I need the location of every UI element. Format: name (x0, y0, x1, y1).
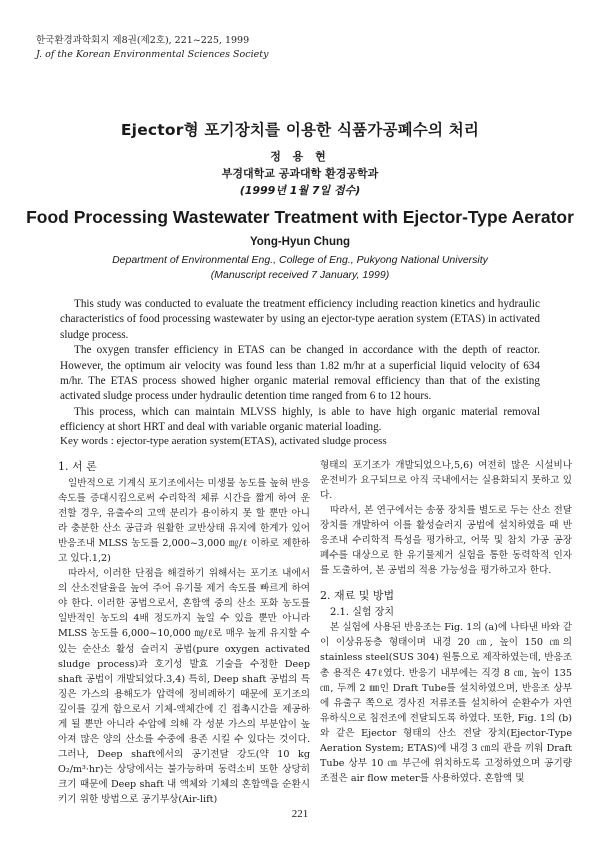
body-paragraph: 형태의 포기조가 개발되었으나,5,6) 여전히 많은 시설비나 운전비가 요구되므로 아직 국내에서는 실용화되지 못하고 있다. (320, 460, 572, 502)
abstract (60, 297, 540, 436)
received-date-korean: (1999년 1월 7일 접수) (239, 184, 361, 197)
affiliation-english: Department of Environmental Eng., College of Eng., Pukyong National University (112, 254, 488, 266)
title-korean: Ejector형 포기장치를 이용한 식품가공폐수의 처리 (120, 121, 480, 139)
body-paragraph: 따라서, 이러한 단점을 해결하기 위해서는 포기조 내에서의 산소전달율을 높여 주어 유기물 제거 속도를 빠르게 하여야 한다. 이러한 공법으로서, 혼합액 중의 산소 포화 농도를 일반적인 농도의 4배 정도까지 높일 수 있을 뿐만 아니라 MLSS 농도를 6,000~10,000 ㎎/ℓ로 매우 높게 유지할 수 있는 순산소 활성 슬러지 공법(pure oxygen activated sludge process)과 호기성 발효 기술을 수정한 Deep shaft 공법이 개발되었다.3,4) 특히, Deep shaft 공법의 특징은 가스의 용해도가 압력에 정비례하기 때문에 포기조의 깊이를 깊게 함으로서 기체-액체간에 긴 접촉시간을 제공하게 될 뿐만 아니라 수압에 의해 각 성분 가스의 부분압이 높아져 많은 양의 산소를 수중에 용존 시킬 수 있다는 것이다. 그러나, Deep shaft에서의 공기전달 강도(약 10 kg O₂/m³·hr)는 상당에서는 불가능하며 동력소비 또한 상당히 크기 때문에 Deep shaft 내 액체와 기체의 혼합액을 순환시키기 위한 방법으로 공기부상(Air-lift) (58, 568, 310, 805)
body-paragraph: 본 실험에 사용된 반응조는 Fig. 1의 (a)에 나타낸 바와 같이 이상유동층 형태이며 내경 20 ㎝, 높이 150 ㎝의 stainless steel(SUS 304) 원통으로 제작하였는데, 반응조 총 용적은 47ℓ였다. 반응기 내부에는 직경 8 ㎝, 높이 135 ㎝, 두께 2 ㎜인 Draft Tube를 설치하였으며, 반응조 상부에 유출구 쪽으로 경사진 저류조를 설치하여 순환수가 자연유하식으로 침전조에 전달되도록 하였다. 또한, Fig. 1의 (b)와 같은 Ejector 형태의 산소 전달 장치(Ejector-Type Aeration System; ETAS)에 내경 3 ㎝의 관을 끼워 Draft Tube 상부 10 ㎝ 부근에 위치하도록 고정하였으며 공기량 조절은 air flow meter를 사용하였다. 혼합액 및 (320, 622, 572, 784)
received-date-english: (Manuscript received 7 January, 1999) (210, 269, 390, 281)
journal-citation-en: J. of the Korean Environmental Sciences Society (36, 49, 269, 60)
author-english: Yong-Hyun Chung (249, 236, 351, 248)
journal-citation-ko: 한국환경과학회지 제8권(제2호), 221~225, 1999 (36, 35, 250, 46)
title-english: Food Processing Wastewater Treatment with Ejector-Type Aerator (26, 207, 574, 227)
subsection-heading-apparatus: 2.1. 실험 장치 (330, 607, 395, 619)
body-column-right (320, 458, 572, 786)
body-column-left (58, 458, 310, 807)
author-korean: 정 용 현 (270, 150, 330, 163)
body-paragraph: 따라서, 본 연구에서는 송풍 장치를 별도로 두는 산소 전달 장치를 개발하여 이를 활성슬러지 공법에 설치하였을 때 반응조내 수리학적 특성을 평가하고, 어묵 및 참치 가공 공장 폐수를 대상으로 한 유기물제거 실험을 통한 동력학적 인자를 도출하여, 본 공법의 적용 가능성을 평가하고자 한다. (320, 505, 572, 577)
section-heading-introduction: 1. 서 론 (58, 460, 97, 473)
abstract-paragraph: This study was conducted to evaluate the treatment efficiency including reaction kinetics and hydraulic characteristics of food processing wastewater by using an ejector-type aeration system (ETAS) in activated sludge process. (60, 298, 540, 341)
body-paragraph: 일반적으로 기계식 포기조에서는 미생물 농도를 높혀 반응속도를 증대시킴으로써 수리학적 체류 시간을 짧게 하여 운전할 경우, 유출수의 고액 분리가 용이하지 못 할 뿐만 아니라 충분한 산소 공급과 원활한 교반상태 유지에 한계가 있어 반응조내 MLSS 농도를 2,000~3,000 ㎎/ℓ 이하로 제한하고 있다.1,2) (58, 478, 310, 565)
keywords: Key words : ejector-type aeration system(ETAS), activated sludge process (60, 435, 387, 447)
journal-header (36, 34, 268, 62)
abstract-paragraph: The oxygen transfer efficiency in ETAS can be changed in accordance with the depth of reactor. However, the optimum air velocity was found less than 1.82 m/hr at a superficial liquid velocity of 634 m/hr. The ETAS process showed higher organic material removal efficiency than that of the existing activated sludge process under hydraulic detention time ranged from 6 to 12 hours. (60, 344, 540, 403)
section-heading-methods: 2. 재료 및 방법 (320, 589, 395, 603)
affiliation-korean: 부경대학교 공과대학 환경공학과 (221, 167, 379, 180)
abstract-paragraph: This process, which can maintain MLVSS highly, is able to have high organic material removal efficiency at short HRT and deal with variable organic material loading. (60, 405, 540, 434)
page-number: 221 (291, 808, 309, 820)
